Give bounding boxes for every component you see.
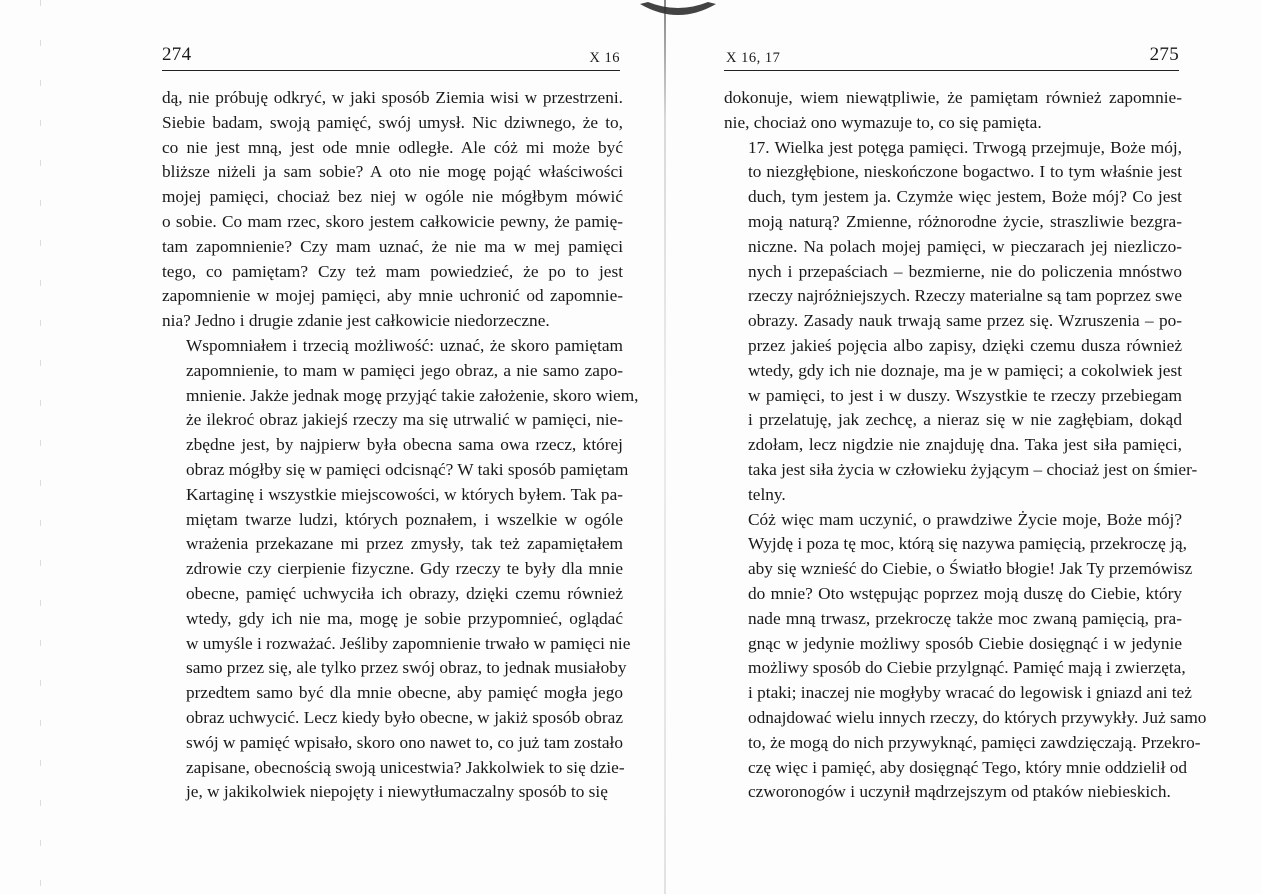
text-line: zdołam, lecz nigdzie nie znajduję dna. Taka jest siła pamięci,	[748, 435, 1182, 455]
text-line: w pamięci, to jest i w duszy. Wszystkie te rzeczy przebiegam	[748, 385, 1182, 405]
text-line: przez jakieś pojęcia albo zapisy, dzięki czemu dusza również	[748, 335, 1182, 355]
paragraph	[724, 86, 1182, 136]
text-line: czworonogów i uczynił mądrzejszym od ptaków niebieskich.	[748, 782, 1171, 802]
text-line: zapomnienie w mojej pamięci, aby mnie uchronić od zapomnie-	[162, 286, 623, 306]
text-line: zbędne jest, by najpierw była obecna sama owa rzecz, której	[186, 435, 623, 455]
text-line: duch, tym jestem ja. Czymże więc jestem, Boże mój? Co jest	[748, 187, 1182, 207]
page-number: 275	[1149, 44, 1179, 65]
text-line: to, że mogą do nich przywyknąć, pamięci zawdzięczają. Przekro-	[748, 732, 1201, 752]
left-page-body	[162, 86, 639, 805]
text-line: wtedy, gdy ich nie ma, mogę je sobie przypomnieć, oglądać	[186, 608, 623, 628]
text-line: o sobie. Co mam rzec, skoro jestem całkowicie pewny, że pamię-	[162, 211, 623, 231]
text-line: obecne, pamięć uchwyciła ich obrazy, dzięki czemu również	[186, 583, 623, 603]
right-page-body	[724, 86, 1207, 805]
text-line: Siebie badam, swoją pamięć, swój umysł. Nic dziwnego, że to,	[162, 112, 623, 132]
text-line: wtedy, gdy ich nie doznaje, ma je w pamięci; a cokolwiek jest	[748, 360, 1182, 380]
text-line: przedtem samo być dla mnie obecne, aby pamięć mogła jego	[186, 683, 623, 703]
text-line: w umyśle i rozważać. Jeśliby zapomnienie trwało w pamięci nie	[186, 633, 631, 653]
left-page-header	[162, 44, 620, 71]
text-line: miętam twarze ludzi, których poznałem, i wszelkie w ogóle	[186, 509, 623, 529]
text-line: mojej pamięci, chociaż bez niej w ogóle nie mógłbym mówić	[162, 187, 623, 207]
text-line: to niezgłębione, nieskończone bogactwo. I to tym właśnie jest	[748, 162, 1182, 182]
text-line: nych i przepaściach – bezmierne, nie do policzenia mnóstwo	[748, 261, 1182, 281]
paragraph	[724, 136, 1198, 508]
text-line: możliwy sposób do Ciebie przylgnąć. Pamięć mają i zwierzęta,	[748, 658, 1186, 678]
running-head: X 16	[589, 50, 620, 66]
text-line: nade mną trwasz, przekroczę także moc zwaną pamięcią, pra-	[748, 608, 1182, 628]
text-line: że ilekroć obraz jakiejś rzeczy ma się utrwalić w pamięci, nie-	[186, 410, 623, 430]
text-line: gnąc w jedynie możliwy sposób Ciebie dosięgnąć i w jedynie	[748, 633, 1182, 653]
text-line: telny.	[748, 484, 786, 504]
text-line: i przelatuję, jak zechcę, a nieraz się w nie zagłębiam, dokąd	[748, 410, 1182, 430]
text-line: obraz uchwycić. Lecz kiedy było obecne, w jakiż sposób obraz	[186, 707, 623, 727]
text-line: mnienie. Jakże jednak mogę przyjąć takie założenie, skoro wiem,	[186, 385, 639, 405]
text-line: odnajdować wielu innych rzeczy, do których przywykły. Już samo	[748, 707, 1207, 727]
paragraph	[162, 334, 639, 805]
text-line: je, w jakikolwiek niepojęty i niewytłumaczalny sposób to się	[186, 782, 608, 802]
text-line: co nie jest mną, jest ode mnie odległe. Ale cóż mi może być	[162, 137, 623, 157]
text-line: samo przez się, ale tylko przez swój obraz, to jednak musiałoby	[186, 658, 627, 678]
text-line: nie, chociaż ono wymazuje to, co się pamięta.	[724, 112, 1042, 132]
text-line: i ptaki; inaczej nie mogłyby wracać do legowisk i gniazd ani też	[748, 683, 1192, 703]
paragraph	[724, 508, 1207, 806]
text-line: zapomnienie, to mam w pamięci jego obraz, a nie samo zapo-	[186, 360, 623, 380]
text-line: bliższe niżeli ja sam sobie? A oto nie mogę pojąć właściwości	[162, 162, 623, 182]
text-line: czę więc i pamięć, aby dosięgnąć Tego, który mnie oddzielił od	[748, 757, 1187, 777]
text-line: wrażenia przekazane mi przez zmysły, tak też zapamiętałem	[186, 534, 623, 554]
text-line: Kartaginę i wszystkie miejscowości, w których byłem. Tak pa-	[186, 484, 623, 504]
text-line: zapisane, obecnością swoją unicestwia? Jakkolwiek to się dzie-	[186, 757, 625, 777]
right-page-header	[724, 44, 1179, 71]
text-line: niczne. Na polach mojej pamięci, w pieczarach jej niezliczo-	[748, 236, 1182, 256]
text-line: Cóż więc mam uczynić, o prawdziwe Życie moje, Boże mój?	[748, 509, 1182, 529]
text-line: moją naturą? Zmienne, różnorodne życie, straszliwie bezgra-	[748, 211, 1182, 231]
text-line: tam zapomnienie? Czy mam uznać, że nie ma w mej pamięci	[162, 236, 623, 256]
text-line: aby się wznieść do Ciebie, o Światło błogie! Jak Ty przemówisz	[748, 559, 1193, 579]
text-line: 17. Wielka jest potęga pamięci. Trwogą przejmuje, Boże mój,	[748, 137, 1182, 157]
text-line: rzeczy najróżniejszych. Rzeczy materialne są tam poprzez swe	[748, 286, 1182, 306]
paragraph	[162, 86, 623, 334]
text-line: nia? Jedno i drugie zdanie jest całkowicie niedorzeczne.	[162, 311, 550, 331]
text-line: dokonuje, wiem niewątpliwie, że pamiętam również zapomnie-	[724, 88, 1182, 107]
running-head: X 16, 17	[726, 50, 781, 66]
text-line: Wspomniałem i trzecią możliwość: uznać, że skoro pamiętam	[186, 335, 623, 355]
text-line: obraz mógłby się w pamięci odcisnąć? W taki sposób pamiętam	[186, 459, 629, 479]
text-line: taka jest siła życia w człowieku żyjącym – chociaż jest on śmier-	[748, 459, 1198, 479]
right-page	[650, 0, 1262, 894]
text-line: obrazy. Zasady nauk trwają same przez się. Wzruszenia – po-	[748, 311, 1182, 331]
text-line: do mnie? Oto wstępując poprzez moją duszę do Ciebie, który	[748, 583, 1182, 603]
text-line: zdrowie czy cierpienie fizyczne. Gdy rzeczy te były dla mnie	[186, 559, 623, 579]
text-line: swój w pamięć wpisało, skoro ono nawet to, co już tam zostało	[186, 732, 623, 752]
text-line: dą, nie próbuję odkryć, w jaki sposób Ziemia wisi w przestrzeni.	[162, 88, 623, 107]
text-line: tego, co pamiętam? Czy też mam powiedzieć, że po to jest	[162, 261, 623, 281]
page-number: 274	[162, 44, 192, 65]
text-line: Wyjdę i poza tę moc, którą się nazywa pamięcią, przekroczę ją,	[748, 534, 1187, 554]
